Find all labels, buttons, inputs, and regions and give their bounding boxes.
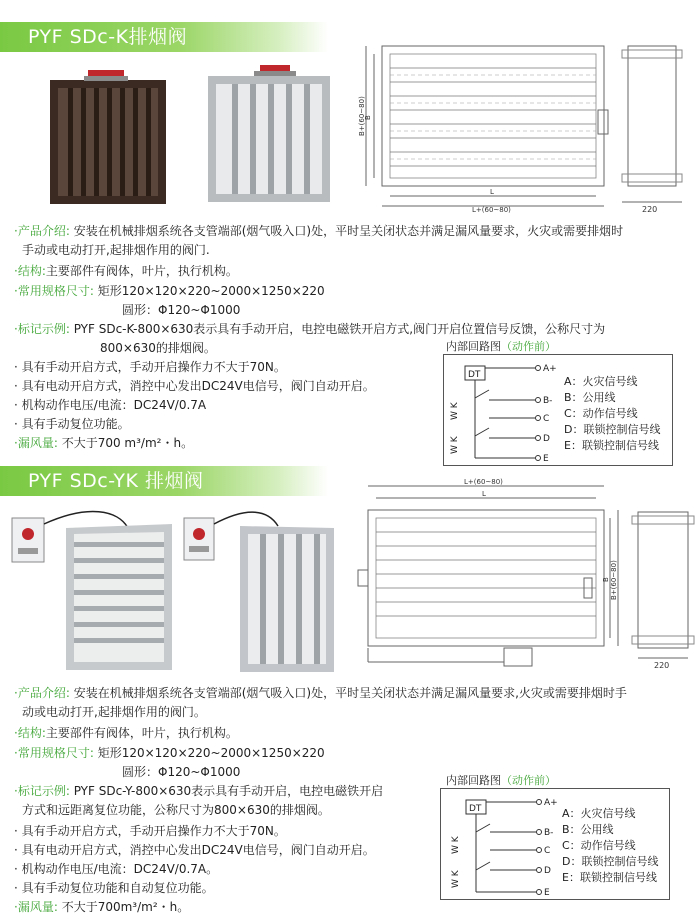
- section2-example-text-1: PYF SDc-Y-800×630表示具有手动开启，电控电磁铁开启: [73, 784, 384, 798]
- section1-structure-label: 结构:: [17, 264, 46, 278]
- section1-leak-label: 漏风量:: [17, 436, 58, 450]
- section2-bullet-2-text: 具有电动开启方式，消控中心发出DC24V电信号，阀门自动开启。: [21, 843, 375, 857]
- section1-legend-A: A：火灾信号线: [564, 375, 638, 388]
- section2-dim-B60: B+(60~80): [610, 560, 618, 600]
- section1-spec: ·常用规格尺寸: 矩形120×120×220~2000×1250×220 圆形：Φ120~Φ1000: [14, 284, 325, 317]
- section1-bullet-3: · 机构动作电压/电流：DC24V/0.7A: [14, 398, 207, 412]
- section2-dim-B: B: [602, 577, 610, 582]
- section1-circuit-wk-1: W K: [450, 402, 460, 420]
- section2-circuit-legend: [562, 806, 658, 886]
- section2-legend-C: C：动作信号线: [562, 839, 636, 852]
- section2-legend-B: B：公用线: [562, 823, 614, 836]
- section2-circuit-title-b: （动作前）: [501, 774, 556, 787]
- section2-dim-L60: L+(60~80): [464, 478, 503, 486]
- section2-leak-label: 漏风量:: [17, 900, 58, 914]
- section2-circuit-dt: DT: [469, 804, 482, 814]
- section1-circuit-title: [446, 338, 556, 354]
- section1-bullet-2: · 具有电动开启方式，消控中心发出DC24V电信号，阀门自动开启。: [14, 379, 375, 393]
- section2-bullet-4-text: 具有手动复位功能和自动复位功能。: [21, 881, 214, 895]
- section1-leak-text: 不大于700 m³/m²・h。: [61, 436, 194, 450]
- section2-dim-L: L: [482, 490, 486, 498]
- section2-dim-220: 220: [654, 661, 670, 670]
- section1-legend-B: B：公用线: [564, 391, 616, 404]
- section1-dim-L60: L+(60~80): [472, 206, 511, 214]
- section1-photo-dark-valve: [44, 66, 172, 208]
- section1-circuit-wk-2: W K: [450, 436, 460, 454]
- section1-dim-B60: B+(60~80): [358, 96, 366, 136]
- section1-example-text-1: PYF SDc-K-800×630表示具有手动开启，电控电磁铁开启方式,阀门开启位置信号反馈，公称尺寸为: [73, 322, 606, 336]
- section2-title-banner: [0, 466, 328, 496]
- section1-photo-silver-valve: [204, 62, 334, 206]
- section2-example: ·标记示例: PYF SDc-Y-800×630表示具有手动开启，电控电磁铁开启 方式和远距离复位功能，公称尺寸为800×630的排烟阀。: [14, 784, 384, 817]
- section2-intro-label: 产品介绍:: [17, 686, 70, 700]
- section2-photo-valve-remote-2: [178, 504, 338, 674]
- section2-example-label: 标记示例:: [17, 784, 70, 798]
- section1-spec-label: 常用规格尺寸:: [17, 284, 94, 298]
- section1-circuit-title-b: （动作前）: [501, 340, 556, 353]
- section2-spec-rect: 矩形120×120×220~2000×1250×220: [97, 746, 325, 760]
- section1-legend-D: D：联锁控制信号线: [564, 423, 661, 436]
- section1-dim-L: L: [490, 188, 494, 196]
- section1-intro-text-2: 手动或电动打开,起排烟作用的阀门.: [22, 243, 210, 257]
- section1-intro: ·产品介绍: 安装在机械排烟系统各支管端部(烟气吸入口)处，平时呈关闭状态并满足漏风量要求，火灾或需要排烟时 手动或电动打开,起排烟作用的阀门.: [14, 224, 624, 257]
- section2-terminal-D: D: [544, 866, 551, 876]
- section2-circuit-title: [446, 772, 556, 788]
- section2-title: PYF SDc-YK 排烟阀: [28, 470, 204, 492]
- section1-terminal-B: B-: [543, 396, 553, 406]
- section1-terminal-A: A+: [543, 364, 557, 374]
- section1-example-text-2: 800×630的排烟阀。: [100, 341, 216, 355]
- section1-bullets: [14, 358, 434, 453]
- section1-terminal-E: E: [543, 454, 549, 464]
- section1-dim-B: B: [364, 115, 372, 120]
- section1-terminal-D: D: [543, 434, 550, 444]
- section1-dim-220: 220: [642, 205, 658, 214]
- section2-legend-A: A：火灾信号线: [562, 807, 636, 820]
- section2-intro-text-2: 动或电动打开,起排烟作用的阀门。: [22, 705, 206, 719]
- section1-spec-round: 圆形：Φ120~Φ1000: [122, 303, 241, 317]
- section2-photo-valve-remote-1: [8, 504, 176, 674]
- section2-structure: ·结构:主要部件有阀体，叶片，执行机构。: [14, 726, 238, 740]
- section1-terminal-C: C: [543, 414, 550, 424]
- section1-structure: ·结构:主要部件有阀体，叶片，执行机构。: [14, 264, 238, 278]
- section1-circuit-title-a: 内部回路图: [446, 340, 501, 353]
- section2-circuit-wk-2: W K: [451, 870, 461, 888]
- section1-intro-label: 产品介绍:: [17, 224, 70, 238]
- section1-bullet-2-text: 具有电动开启方式，消控中心发出DC24V电信号，阀门自动开启。: [21, 379, 375, 393]
- section1-dimension-drawing: [360, 36, 700, 214]
- section2-bullet-4: · 具有手动复位功能和自动复位功能。: [14, 881, 214, 895]
- section1-title: PYF SDc-K排烟阀: [28, 26, 188, 48]
- section1-bullet-1: · 具有手动开启方式，手动开启操作力不大于70N。: [14, 360, 286, 374]
- section1-bullet-1-text: 具有手动开启方式，手动开启操作力不大于70N。: [21, 360, 286, 374]
- section2-legend-D: D：联锁控制信号线: [562, 855, 659, 868]
- section2-example-text-2: 方式和远距离复位功能，公称尺寸为800×630的排烟阀。: [22, 803, 330, 817]
- section2-leak: ·漏风量: 不大于700m³/m²・h。: [14, 900, 190, 914]
- section1-bullet-3-text: 机构动作电压/电流：DC24V/0.7A: [21, 398, 207, 412]
- section1-structure-text: 主要部件有阀体，叶片，执行机构。: [45, 264, 238, 278]
- section2-spec-round: 圆形：Φ120~Φ1000: [122, 765, 241, 779]
- section2-bullet-1-text: 具有手动开启方式，手动开启操作力不大于70N。: [21, 824, 286, 838]
- section1-example: ·标记示例: PYF SDc-K-800×630表示具有手动开启，电控电磁铁开启方式,阀门开启位置信号反馈，公称尺寸为 800×630的排烟阀。: [14, 322, 606, 355]
- section2-spec-label: 常用规格尺寸:: [17, 746, 94, 760]
- section2-bullet-1: · 具有手动开启方式，手动开启操作力不大于70N。: [14, 824, 286, 838]
- section1-legend-C: C：动作信号线: [564, 407, 638, 420]
- section1-intro-text-1: 安装在机械排烟系统各支管端部(烟气吸入口)处，平时呈关闭状态并满足漏风量要求，火灾或需要排烟时: [73, 224, 624, 238]
- section2-terminal-C: C: [544, 846, 551, 856]
- section2-spec: ·常用规格尺寸: 矩形120×120×220~2000×1250×220 圆形：Φ120~Φ1000: [14, 746, 325, 779]
- section2-legend-E: E：联锁控制信号线: [562, 871, 657, 884]
- section2-bullet-2: · 具有电动开启方式，消控中心发出DC24V电信号，阀门自动开启。: [14, 843, 375, 857]
- section2-terminal-A: A+: [544, 798, 558, 808]
- section2-leak-text: 不大于700m³/m²・h。: [61, 900, 190, 914]
- section2-intro: ·产品介绍: 安装在机械排烟系统各支管端部(烟气吸入口)处，平时呈关闭状态并满足漏风量要求,火灾或需要排烟时手 动或电动打开,起排烟作用的阀门。: [14, 686, 627, 719]
- section2-structure-label: 结构:: [17, 726, 46, 740]
- section2-bullets: [14, 822, 434, 917]
- section2-bullet-3-text: 机构动作电压/电流：DC24V/0.7A。: [21, 862, 219, 876]
- section2-bullet-3: · 机构动作电压/电流：DC24V/0.7A。: [14, 862, 219, 876]
- section1-legend-E: E：联锁控制信号线: [564, 439, 659, 452]
- section1-bullet-4: · 具有手动复位功能。: [14, 417, 130, 431]
- section1-title-banner: [0, 22, 328, 52]
- section2-intro-text-1: 安装在机械排烟系统各支管端部(烟气吸入口)处，平时呈关闭状态并满足漏风量要求,火灾或需要排烟时手: [73, 686, 627, 700]
- section1-bullet-4-text: 具有手动复位功能。: [21, 417, 130, 431]
- section2-terminal-E: E: [544, 888, 550, 898]
- section1-spec-rect: 矩形120×120×220~2000×1250×220: [97, 284, 325, 298]
- section2-circuit-wk-1: W K: [451, 836, 461, 854]
- section2-dimension-drawing: [354, 476, 700, 674]
- section1-leak: ·漏风量: 不大于700 m³/m²・h。: [14, 436, 194, 450]
- section1-example-label: 标记示例:: [17, 322, 70, 336]
- section2-circuit-title-a: 内部回路图: [446, 774, 501, 787]
- section2-terminal-B: B-: [544, 828, 554, 838]
- section2-structure-text: 主要部件有阀体，叶片，执行机构。: [45, 726, 238, 740]
- section1-circuit-legend: [564, 374, 660, 454]
- section1-circuit-dt: DT: [468, 370, 481, 380]
